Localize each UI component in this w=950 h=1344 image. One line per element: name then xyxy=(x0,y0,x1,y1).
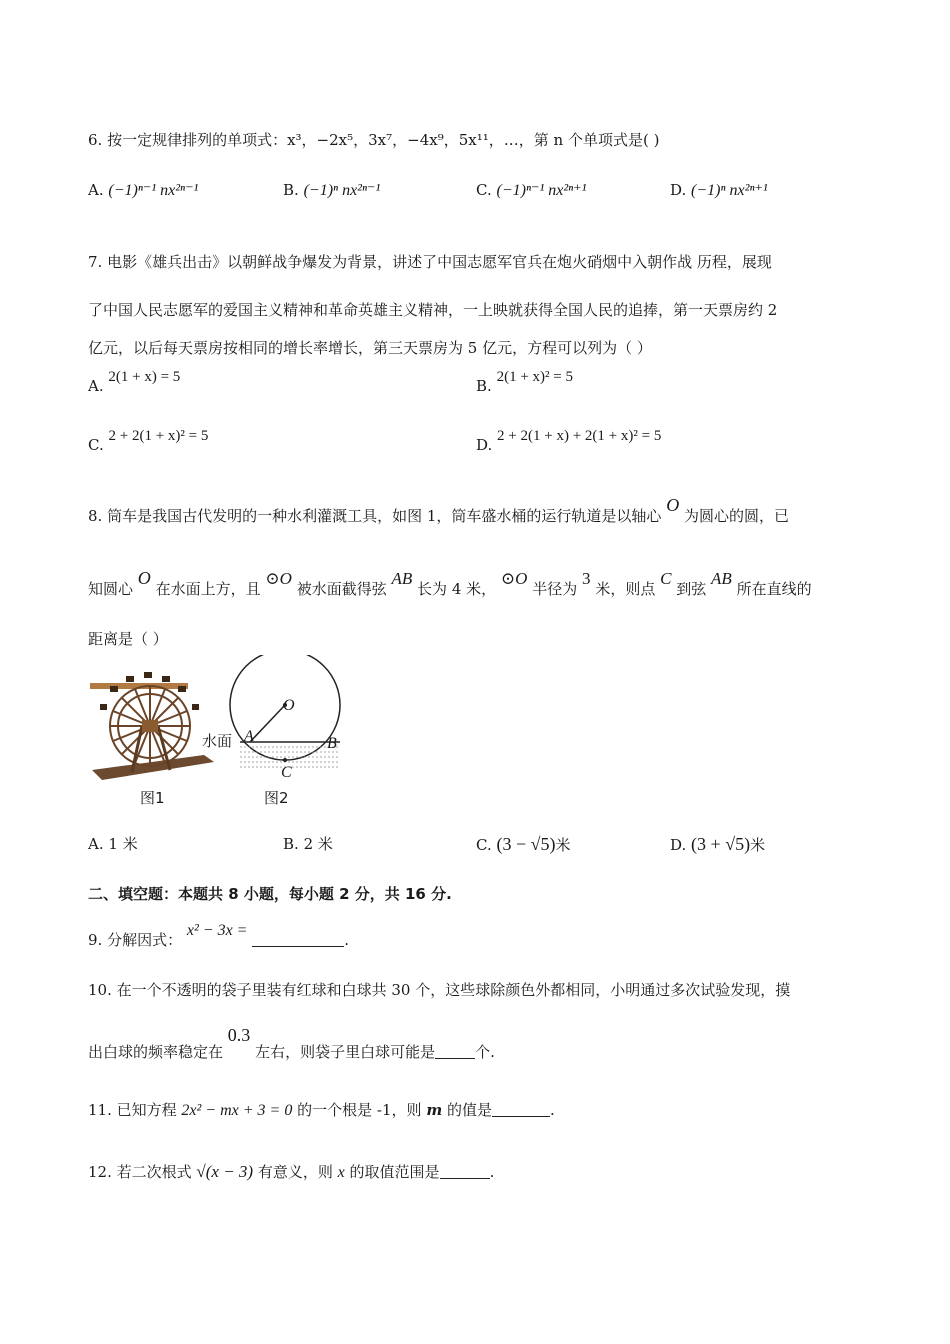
question-11: 11. 已知方程 2x² − mx + 3 = 0 的一个根是 -1，则 m 的值是 . xyxy=(88,1101,555,1119)
q12-answer-blank[interactable] xyxy=(440,1164,490,1179)
q6-option-a[interactable]: A. (−1)ⁿ⁻¹ nx²ⁿ⁻¹ xyxy=(88,181,199,199)
fig2-label-a: A xyxy=(244,728,254,745)
q10-answer-blank[interactable] xyxy=(435,1044,475,1059)
fig2-label-c: C xyxy=(281,764,292,781)
question-7-line-1: 7. 电影《雄兵出击》以朝鲜战争爆发为背景，讲述了中国志愿军官兵在炮火硝烟中入朝作战 历程，展现 xyxy=(88,253,772,271)
wheel-hub xyxy=(142,720,158,732)
q11-answer-blank[interactable] xyxy=(492,1102,550,1117)
figure-2-circle-diagram xyxy=(198,655,348,785)
q6-option-d[interactable]: D. (−1)ⁿ nx²ⁿ⁺¹ xyxy=(670,181,768,199)
question-6-stem: 6. 按一定规律排列的单项式：x³，−2x⁵，3x⁷，−4x⁹，5x¹¹，…，第 n 个单项式是( ) xyxy=(88,131,660,149)
fig2-label-o: O xyxy=(283,697,295,714)
q7-option-b[interactable]: B. 2(1 + x)² = 5 xyxy=(476,369,573,395)
q9-answer-blank[interactable] xyxy=(252,932,344,947)
question-8-line-2: 知圆心 O 在水面上方，且 ⊙O 被水面截得弦 AB 长为 4 米， ⊙O 半径为 3 米，则点 C 到弦 AB 所在直线的 xyxy=(88,568,812,598)
figure-1-caption: 图1 xyxy=(140,789,165,807)
q8-option-c[interactable]: C. (3 − √5)米 xyxy=(476,834,571,854)
figure-1-water-wheel-image xyxy=(82,660,217,785)
question-8-line-3: 距离是（ ） xyxy=(88,630,168,648)
fig2-label-b: B xyxy=(327,735,337,752)
question-9: 9. 分解因式： x² − 3x = . xyxy=(88,922,350,949)
q6-option-c[interactable]: C. (−1)ⁿ⁻¹ nx²ⁿ⁺¹ xyxy=(476,181,587,199)
segment-oa xyxy=(250,705,285,742)
question-7-line-2: 了中国人民志愿军的爱国主义精神和革命英雄主义精神，一上映就获得全国人民的追捧，第一天票房约 2 xyxy=(88,301,778,319)
q6-option-b[interactable]: B. (−1)ⁿ nx²ⁿ⁻¹ xyxy=(283,181,381,199)
fig2-water-label: 水面 xyxy=(202,732,233,750)
figure-2-caption: 图2 xyxy=(264,789,289,807)
question-8-line-1: 8. 筒车是我国古代发明的一种水利灌溉工具，如图 1，筒车盛水桶的运行轨道是以轴心 O 为圆心的圆，已 xyxy=(88,495,789,525)
question-7-line-3: 亿元，以后每天票房按相同的增长率增长，第三天票房为 5 亿元，方程可以列为（ ） xyxy=(88,339,652,357)
q8-option-b[interactable]: B. 2 米 xyxy=(283,835,333,853)
section-2-heading: 二、填空题：本题共 8 小题，每小题 2 分，共 16 分. xyxy=(88,885,452,903)
q8-option-d[interactable]: D. (3 + √5)米 xyxy=(670,834,766,854)
question-10-line-2: 出白球的频率稳定在 0.3 左右，则袋子里白球可能是 个. xyxy=(88,1025,495,1061)
q7-option-d[interactable]: D. 2 + 2(1 + x) + 2(1 + x)² = 5 xyxy=(476,428,662,454)
question-12: 12. 若二次根式 √(x − 3) 有意义，则 x 的取值范围是 . xyxy=(88,1162,495,1181)
q8-option-a[interactable]: A. 1 米 xyxy=(88,835,138,853)
question-10-line-1: 10. 在一个不透明的袋子里装有红球和白球共 30 个，这些球除颜色外都相同，小明通过多次试验发现，摸 xyxy=(88,981,791,999)
q7-option-a[interactable]: A. 2(1 + x) = 5 xyxy=(88,369,181,395)
q7-option-c[interactable]: C. 2 + 2(1 + x)² = 5 xyxy=(88,428,209,454)
